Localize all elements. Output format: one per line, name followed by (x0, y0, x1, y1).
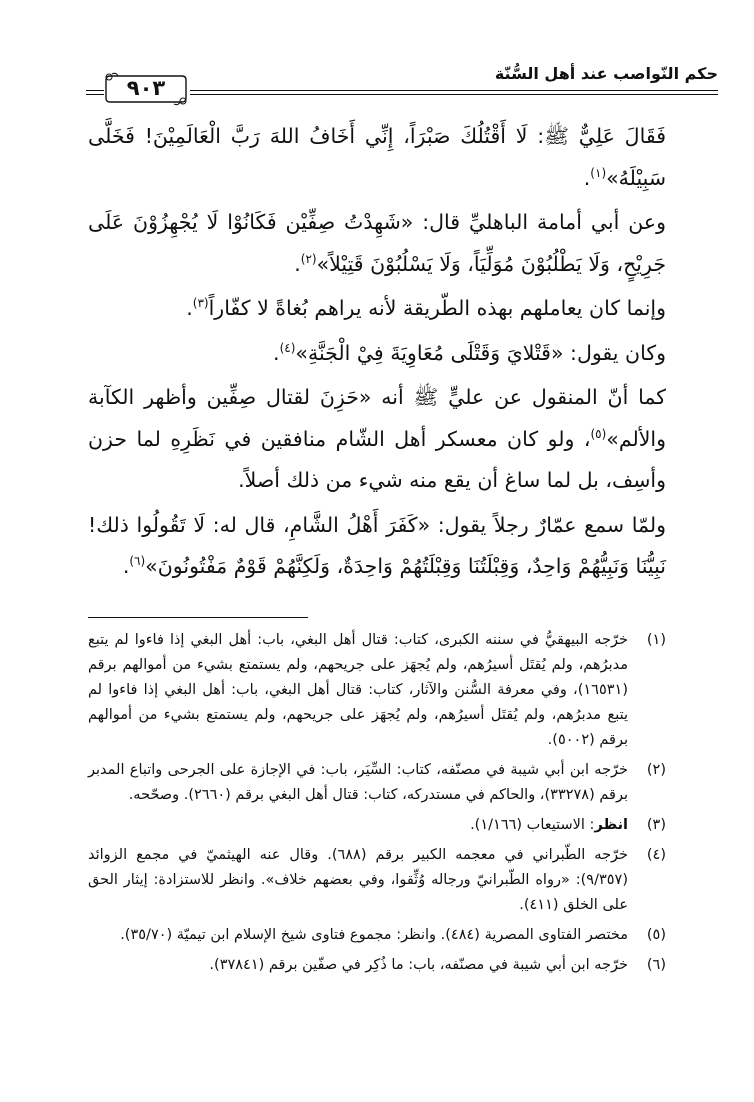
footnote-text: خرّجه البيهقيُّ في سننه الكبرى، كتاب: قتال أهل البغي، باب: أهل البغي إذا فاءوا لم يتبع مدبرُهم، ولم يُقتَل أسيرُهم، ولم يُجهَز على جريحهم، ولم يستمتع بشيء من أموالهم برقم (١٦٥٣١)، وفي معرفة السُّنن والآثار، كتاب: قتال أهل البغي، باب: أهل البغي إذا فاءوا لم يتبع مدبرُهم، ولم يُقتَل أسيرُهم، ولم يُجهَز على جريحهم، ولم يستمتع بشيء من أموالهم برقم (٥٠٠٢). (88, 632, 628, 748)
footnote-ref: (٢) (300, 251, 317, 266)
paragraph: ولمّا سمع عمّارٌ رجلاً يقول: «كَفَرَ أَهْلُ الشَّامِ، قال له: لَا تَقُولُوا ذلك! نَبِيُّنَا وَنَبِيُّهُمْ وَاحِدٌ، وَقِبْلَتُنَا وَقِبْلَتُهُمْ وَاحِدَةٌ، وَلَكِنَّهُمْ قَوْمٌ مَفْتُونُونَ»$^{(٦)}$. (88, 512, 666, 578)
main-text (88, 116, 666, 591)
footnote-text: خرّجه ابن أبي شيبة في مصنّفه، كتاب: السِّيَر، باب: في الإجازة على الجرحى واتباع المدبر برقم (٣٣٢٧٨)، والحاكم في مستدركه، كتاب: قتال أهل البغي برقم (٢٦٦٠). وصحّحه. (88, 762, 628, 803)
header-rule-left (86, 90, 104, 91)
footnote-label: انظر (594, 817, 628, 833)
footnote-number: (٤) (646, 847, 666, 863)
footnote (88, 628, 666, 753)
paragraph: وإنما كان يعاملهم بهذه الطّريقة لأنه يراهم بُغاةً لا كفّاراً$^{(٣)}$. (186, 296, 666, 320)
running-title: حكم النّواصب عند أهل السُّنّة (494, 64, 718, 83)
footnote-separator (88, 617, 308, 618)
footnote (88, 953, 666, 978)
footnote-text: خرّجه الطّبراني في معجمه الكبير برقم (٦٨٨). وقال عنه الهيثميّ في مجمع الزوائد (٩/٣٥٧): «رواه الطّبرانيّ ورجاله وُثِّقوا، وفي بعضهم خلاف». وانظر للاستزادة: إيثار الحق على الخلق (٤١١). (88, 847, 629, 913)
footnote-ref: (٣) (192, 296, 209, 311)
footnote-ref: (٥) (590, 426, 607, 441)
footnote (88, 923, 666, 948)
footnote (88, 758, 666, 808)
footnote (88, 843, 666, 918)
header-rule (190, 90, 718, 91)
page-header (78, 58, 718, 108)
paragraph: فَقَالَ عَلِيٌّ ﷺ: لَا أَقْتُلُكَ صَبْرَاً، إِنِّي أَخَافُ اللهَ رَبَّ الْعَالَمِيْنَ! فَخَلَّى سَبِيْلَهُ»$^{(١)}$. (88, 124, 666, 190)
page-number: ٩٠٣ (126, 76, 166, 100)
header-rule-left (86, 94, 104, 95)
footnote-number: (١) (646, 632, 666, 648)
footnote-ref: (٦) (129, 554, 146, 569)
paragraph: كما أنّ المنقول عن عليٍّ ﷺ أنه «حَزِنَ لقتال صِفِّين وأظهر الكآبة والألم»$^{(٥)}$، ولو كان معسكر أهل الشّام منافقين في نَظَرِهِ لما حزن وأسِف، بل لما ساغ أن يقع منه شيء من ذلك أصلاً. (88, 385, 666, 492)
header-rule (190, 94, 718, 95)
footnote-number: (٥) (646, 927, 666, 943)
paragraph: وكان يقول: «قَتْلايَ وَقَتْلَى مُعَاوِيَةَ فِيْ الْجَنَّةِ»$^{(٤)}$. (273, 340, 666, 365)
footnote-number: (٣) (646, 817, 666, 833)
page-number-ornament (104, 72, 188, 106)
footnote (88, 813, 666, 838)
footnotes (88, 628, 666, 983)
footnote-number: (٦) (646, 957, 666, 973)
footnote-text: مختصر الفتاوى المصرية (٤٨٤). وانظر: مجموع فتاوى شيخ الإسلام ابن تيميّة (٣٥/٧٠). (120, 927, 628, 943)
footnote-text: خرّجه ابن أبي شيبة في مصنّفه، باب: ما ذُكِر في صفّين برقم (٣٧٨٤١). (209, 957, 628, 973)
footnote-ref: (٤) (279, 340, 296, 355)
footnote-text: : الاستيعاب (١/١٦٦). (470, 817, 595, 833)
footnote-ref: (١) (590, 165, 607, 180)
paragraph: وعن أبي أمامة الباهليِّ قال: «شَهِدْتُ صِفِّيْن فَكَانُوْا لَا يُجْهِزُوْنَ عَلَى جَرِيْحٍ، وَلَا يَطْلُبُوْنَ مُوَلِّيَاً، وَلَا يَسْلُبُوْنَ قَتِيْلاً»$^{(٢)}$. (88, 210, 666, 276)
footnote-number: (٢) (646, 762, 666, 778)
